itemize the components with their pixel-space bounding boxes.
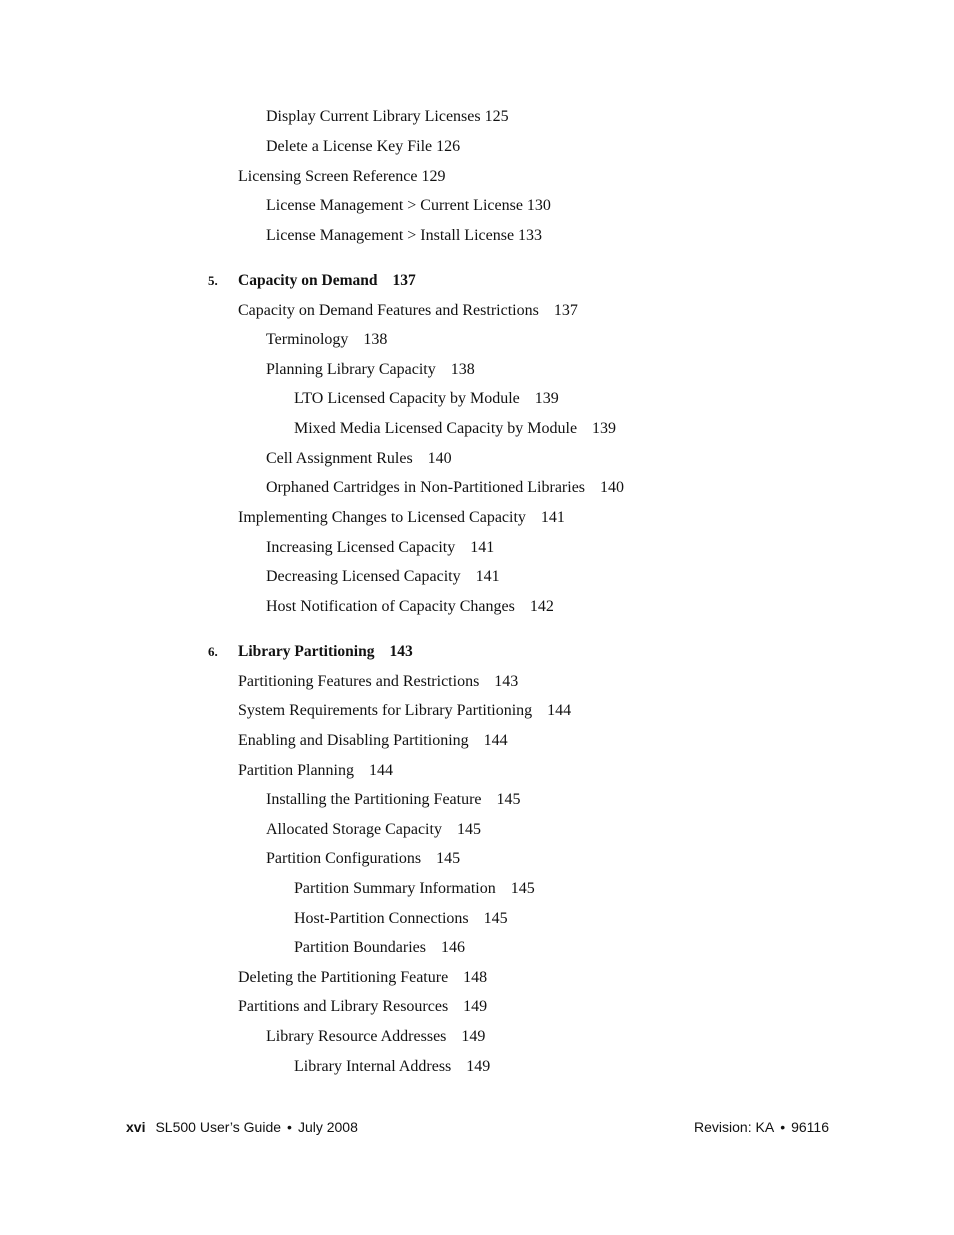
toc-entry-title: Library Resource Addresses <box>266 1028 447 1045</box>
toc-entry-title: Cell Assignment Rules <box>266 450 413 467</box>
toc-entry[interactable] <box>238 301 578 321</box>
toc-entry[interactable] <box>266 1027 485 1047</box>
book-title: SL500 User’s Guide <box>155 1119 282 1135</box>
toc-entry[interactable] <box>266 360 475 380</box>
toc-entry-page: 133 <box>518 227 543 244</box>
toc-entry[interactable] <box>294 419 616 439</box>
toc-entry-title: Licensing Screen Reference <box>238 168 418 185</box>
chapter-title: Capacity on Demand <box>238 272 378 289</box>
toc-entry[interactable] <box>238 761 393 781</box>
toc-entry-page: 140 <box>427 450 452 467</box>
toc-chapter-heading[interactable] <box>208 271 416 291</box>
footer-left <box>126 1117 358 1137</box>
toc-entry[interactable] <box>266 790 521 810</box>
toc-entry-page: 141 <box>540 509 565 526</box>
footer-right <box>694 1117 829 1137</box>
toc-entry[interactable] <box>266 597 554 617</box>
toc-entry-title: Mixed Media Licensed Capacity by Module <box>294 420 578 437</box>
toc-entry-title: Library Internal Address <box>294 1058 452 1075</box>
toc-entry[interactable] <box>266 849 460 869</box>
toc-entry[interactable] <box>294 909 508 929</box>
chapter-page: 143 <box>389 643 413 660</box>
chapter-title: Library Partitioning <box>238 643 375 660</box>
toc-entry-page: 139 <box>534 390 559 407</box>
toc-entry-title: Partition Configurations <box>266 850 422 867</box>
chapter-page: 137 <box>392 272 416 289</box>
toc-entry-title: Display Current Library Licenses <box>266 108 481 125</box>
toc-entry-page: 149 <box>461 1028 486 1045</box>
revision-label: Revision: KA <box>694 1119 775 1135</box>
toc-entry-page: 142 <box>529 598 554 615</box>
page-folio: xvi <box>126 1119 146 1135</box>
toc-entry[interactable] <box>266 107 509 127</box>
toc-entry-page: 145 <box>483 910 508 927</box>
toc-entry[interactable] <box>238 997 487 1017</box>
toc-entry[interactable] <box>266 196 551 216</box>
toc-entry[interactable] <box>238 508 565 528</box>
toc-entry-title: LTO Licensed Capacity by Module <box>294 390 520 407</box>
toc-entry-page: 141 <box>475 568 500 585</box>
toc-entry-title: Installing the Partitioning Feature <box>266 791 482 808</box>
toc-entry-title: Partition Boundaries <box>294 939 426 956</box>
toc-entry-title: Host-Partition Connections <box>294 910 469 927</box>
toc-entry-page: 149 <box>463 998 488 1015</box>
toc-entry-title: Increasing Licensed Capacity <box>266 539 456 556</box>
toc-entry-page: 140 <box>600 479 625 496</box>
toc-entry[interactable] <box>294 389 559 409</box>
toc-entry-title: License Management > Current License <box>266 197 523 214</box>
toc-entry[interactable] <box>294 938 465 958</box>
toc-entry-page: 144 <box>369 762 393 779</box>
toc-entry-title: Allocated Storage Capacity <box>266 821 442 838</box>
toc-entry[interactable] <box>266 820 481 840</box>
page-footer <box>126 1117 829 1137</box>
toc-entry-title: System Requirements for Library Partitioning <box>238 702 533 719</box>
toc-entry[interactable] <box>266 538 494 558</box>
toc-chapter-heading[interactable] <box>208 642 413 662</box>
toc-entry-title: Capacity on Demand Features and Restrictions <box>238 302 539 319</box>
toc-entry-page: 138 <box>363 331 388 348</box>
toc-entry-title: Decreasing Licensed Capacity <box>266 568 461 585</box>
toc-entry-title: Enabling and Disabling Partitioning <box>238 732 469 749</box>
bullet-separator: • <box>287 1119 292 1135</box>
toc-entry[interactable] <box>238 731 508 751</box>
toc-entry-page: 125 <box>484 108 509 125</box>
toc-entry[interactable] <box>266 567 500 587</box>
toc-entry-page: 149 <box>466 1058 491 1075</box>
toc-entry-title: Deleting the Partitioning Feature <box>238 969 449 986</box>
toc-entry[interactable] <box>266 226 542 246</box>
toc-entry-title: Partition Planning <box>238 762 354 779</box>
publication-date: July 2008 <box>297 1119 358 1135</box>
toc-entry-page: 148 <box>463 969 488 986</box>
toc-entry-page: 141 <box>470 539 495 556</box>
document-number: 96116 <box>791 1119 829 1135</box>
toc-entry-page: 126 <box>436 138 461 155</box>
toc-entry[interactable] <box>238 968 487 988</box>
toc-entry[interactable] <box>294 879 535 899</box>
toc-entry-title: Partitions and Library Resources <box>238 998 449 1015</box>
toc-entry[interactable] <box>266 137 460 157</box>
toc-entry-page: 145 <box>456 821 481 838</box>
toc-entry-page: 137 <box>553 302 578 319</box>
toc-entry-page: 145 <box>496 791 521 808</box>
bullet-separator: • <box>780 1119 786 1135</box>
toc-entry-page: 139 <box>592 420 617 437</box>
toc-entry-title: Partition Summary Information <box>294 880 496 897</box>
toc-entry-title: License Management > Install License <box>266 227 515 244</box>
toc-entry[interactable] <box>238 701 571 721</box>
toc-entry-title: Partitioning Features and Restrictions <box>238 673 480 690</box>
toc-entry[interactable] <box>266 449 452 469</box>
toc-entry-page: 144 <box>483 732 508 749</box>
toc-entry-title: Terminology <box>266 331 349 348</box>
toc-entry-page: 138 <box>450 361 475 378</box>
toc-entry-page: 146 <box>440 939 465 956</box>
chapter-number: 6. <box>208 644 218 659</box>
toc-entry-title: Planning Library Capacity <box>266 361 436 378</box>
toc-entry-title: Implementing Changes to Licensed Capacity <box>238 509 526 526</box>
toc-entry-page: 129 <box>421 168 446 185</box>
toc-entry[interactable] <box>238 672 518 692</box>
toc-entry[interactable] <box>266 478 624 498</box>
toc-entry[interactable] <box>238 167 445 187</box>
toc-entry-page: 145 <box>436 850 461 867</box>
chapter-number: 5. <box>208 273 218 288</box>
toc-entry-page: 145 <box>510 880 535 897</box>
toc-entry-page: 130 <box>526 197 551 214</box>
toc-entry[interactable] <box>266 330 387 350</box>
toc-entry-title: Delete a License Key File <box>266 138 433 155</box>
toc-entry[interactable] <box>294 1057 490 1077</box>
toc-entry-title: Orphaned Cartridges in Non-Partitioned Libraries <box>266 479 586 496</box>
toc-entry-title: Host Notification of Capacity Changes <box>266 598 515 615</box>
toc-entry-page: 143 <box>494 673 519 690</box>
toc-entry-page: 144 <box>547 702 572 719</box>
